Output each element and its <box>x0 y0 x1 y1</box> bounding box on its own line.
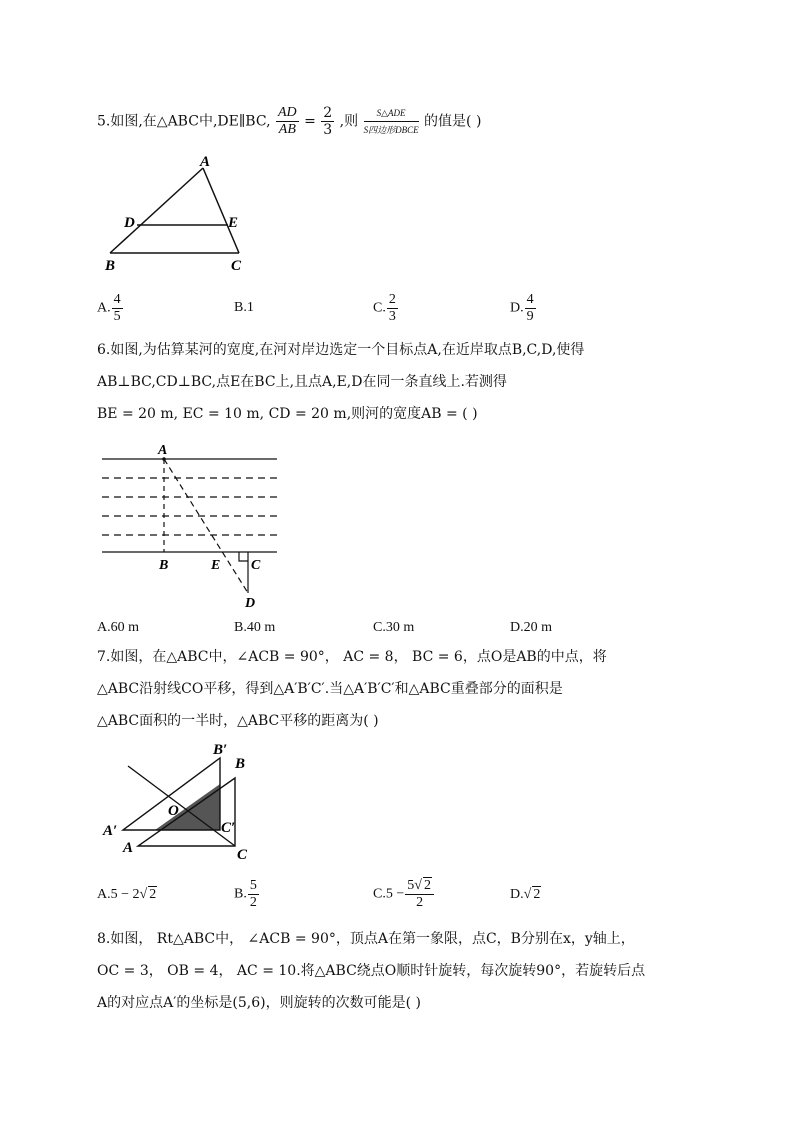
q6-option-b[interactable]: B.40 m <box>234 620 276 635</box>
q5-option-c-den: 3 <box>388 309 396 324</box>
q7-option-d[interactable] <box>510 887 541 903</box>
q8-stem-line3: A的对应点A′的坐标是(5,6)，则旋转的次数可能是( ) <box>97 995 421 1011</box>
q5-segment-ab <box>110 168 203 253</box>
q5-option-c[interactable] <box>373 292 399 325</box>
q5-stem-suffix: 的值是( ) <box>424 113 482 130</box>
q5-option-d[interactable] <box>510 292 537 325</box>
q7-stem-line1: 7.如图，在△ABC中，∠ACB = 90°， AC = 8， BC = 6，点O是AB的中点，将 <box>97 649 607 665</box>
q6-option-c[interactable]: C.30 m <box>373 620 415 635</box>
q7-option-b-den: 2 <box>249 895 257 910</box>
q7-label-a: A <box>123 840 134 856</box>
q5-ratio-fraction <box>276 105 299 138</box>
q6-river-waves <box>102 478 277 535</box>
q5-option-c-letter: C. <box>373 300 386 316</box>
q5-option-a-letter: A. <box>97 300 111 316</box>
q7-option-a-text: 5 − 2 <box>110 887 140 902</box>
q6-stem-line2: AB⊥BC,CD⊥BC,点E在BC上,且点A,E,D在同一条直线上.若测得 <box>97 374 507 390</box>
q5-stem-prefix: 5.如图,在△ABC中,DE∥BC, <box>97 113 271 130</box>
q7-option-c[interactable] <box>373 878 435 911</box>
q6-right-angle-mark <box>239 552 248 561</box>
q5-option-b-text: 1 <box>246 300 254 315</box>
q5-label-c: C <box>231 258 242 274</box>
q7-option-c-num-wrap <box>405 878 434 895</box>
q5-value-numerator: 2 <box>323 105 333 121</box>
q5-ratio-denominator: AB <box>278 122 296 137</box>
q5-option-d-fraction <box>525 292 536 325</box>
q6-stem-line3: BE = 20 m, EC = 10 m, CD = 20 m,则河的宽度AB = ( ) <box>97 406 478 422</box>
q5-area-denominator: S四边形DBCE <box>363 125 419 135</box>
q7-option-a-letter: A. <box>97 887 111 902</box>
q7-option-d-radicand: 2 <box>533 887 541 902</box>
q5-option-b-letter: B. <box>234 300 247 315</box>
q7-option-b-letter: B. <box>234 886 247 902</box>
q7-label-b: B <box>235 756 246 772</box>
q7-overlap-region <box>155 784 220 830</box>
q6-label-e: E <box>211 558 221 573</box>
q5-option-a-fraction <box>112 292 123 325</box>
q5-option-c-num: 2 <box>388 292 396 307</box>
q6-option-a[interactable]: A.60 m <box>97 620 139 635</box>
q7-figure <box>100 738 260 866</box>
q7-label-b-prime: B′ <box>213 742 228 758</box>
q5-stem <box>97 105 481 138</box>
q7-option-c-fraction <box>405 878 434 911</box>
q6-label-b: B <box>159 558 169 573</box>
q5-label-e: E <box>228 215 239 231</box>
q7-label-a-prime: A′ <box>103 823 118 839</box>
q5-label-b: B <box>105 258 116 274</box>
q5-label-a: A <box>200 154 211 170</box>
q5-equals: = <box>304 113 316 130</box>
q7-option-b-fraction <box>248 878 259 911</box>
q5-option-c-fraction <box>387 292 398 325</box>
q7-option-a-radicand: 2 <box>149 887 157 902</box>
q7-option-c-letter: C. <box>373 886 386 902</box>
q7-option-c-prefix: 5 − <box>385 886 405 902</box>
q5-option-a[interactable] <box>97 292 124 325</box>
q5-area-fraction <box>364 105 419 138</box>
sqrt-icon: √ <box>523 887 532 902</box>
q8-stem-line1: 8.如图， Rt△ABC中， ∠ACB = 90°，顶点A在第一象限，点C，B分别在x，y轴上， <box>97 931 635 947</box>
sqrt-icon: √ <box>139 887 148 902</box>
q6-figure <box>98 438 283 610</box>
q5-option-a-den: 5 <box>113 309 121 324</box>
sqrt-icon: √ <box>414 878 422 893</box>
q7-option-a[interactable] <box>97 887 157 903</box>
q6-segment-ad <box>164 459 248 593</box>
q5-option-b[interactable] <box>234 300 254 316</box>
q6-label-c: C <box>251 558 261 573</box>
q5-option-a-num: 4 <box>113 292 121 307</box>
q7-stem-line3: △ABC面积的一半时，△ABC平移的距离为( ) <box>97 713 379 729</box>
q7-option-d-letter: D. <box>510 887 524 902</box>
q5-stem-mid: ,则 <box>339 113 359 130</box>
q5-option-d-den: 9 <box>526 309 534 324</box>
q5-option-d-num: 4 <box>526 292 534 307</box>
q6-option-d[interactable]: D.20 m <box>510 620 552 635</box>
q5-value-fraction <box>321 105 334 138</box>
q6-stem-line1: 6.如图,为估算某河的宽度,在河对岸边选定一个目标点A,在近岸取点B,C,D,使得 <box>97 342 585 358</box>
q6-label-a: A <box>158 443 168 458</box>
q7-stem-line2: △ABC沿射线CO平移，得到△A′B′C′.当△A′B′C′和△ABC重叠部分的面积是 <box>97 681 563 697</box>
q5-label-d: D <box>124 215 135 231</box>
q6-label-d: D <box>245 596 256 610</box>
q5-option-d-letter: D. <box>510 300 524 316</box>
q7-label-c-prime: C′ <box>221 820 236 836</box>
q7-label-o: O <box>168 803 179 819</box>
q5-segment-ac <box>203 168 239 253</box>
q5-value-denominator: 3 <box>323 122 333 138</box>
q7-option-b[interactable] <box>234 878 260 911</box>
q7-option-c-num: 5 <box>407 878 415 893</box>
q5-figure <box>100 150 260 275</box>
q8-stem-line2: OC = 3， OB = 4， AC = 10.将△ABC绕点O顺时针旋转，每次旋转90°，若旋转后点 <box>97 963 646 979</box>
q5-ratio-numerator: AD <box>277 105 297 120</box>
q7-option-b-num: 5 <box>249 878 257 893</box>
q5-area-numerator: S△ADE <box>364 105 419 122</box>
q7-label-c: C <box>237 847 248 863</box>
q7-option-c-radicand: 2 <box>423 878 431 893</box>
q7-option-c-den: 2 <box>416 895 424 910</box>
